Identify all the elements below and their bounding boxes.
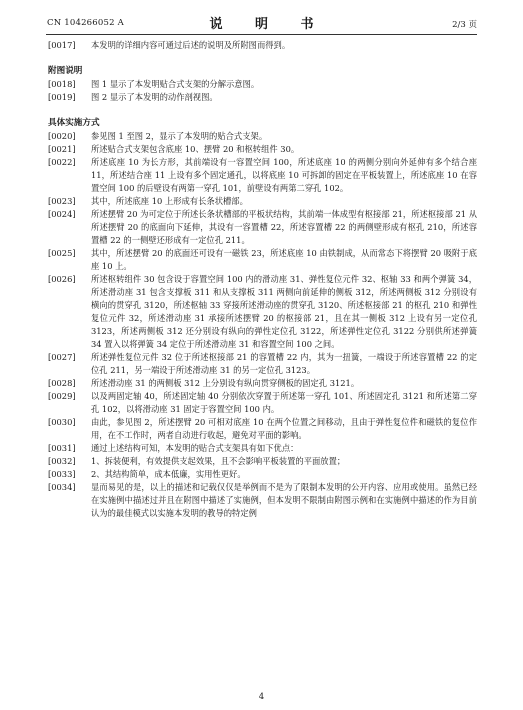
- document-body: [48, 39, 477, 520]
- paragraph: [48, 351, 477, 377]
- paragraph-number: [0029]: [48, 391, 76, 401]
- paragraph: [48, 273, 477, 351]
- paragraph: [48, 195, 477, 208]
- paragraph-text: 本发明的详细内容可通过后述的说明及所附图而得到。: [91, 40, 291, 50]
- paragraph-text: 所述滑动座 31 的两侧板 312 上分别设有纵向贯穿侧板的固定孔 3121。: [91, 378, 360, 388]
- page-indicator: 2/3 页: [452, 20, 477, 30]
- page-number: 4: [258, 692, 265, 702]
- section-heading-figures: 附图说明: [48, 66, 83, 76]
- paragraph-text: 其中，所述底座 10 上形成有长条状槽部。: [91, 196, 248, 206]
- paragraph: [48, 91, 477, 104]
- paragraph: [48, 416, 477, 442]
- paragraph-number: [0031]: [48, 443, 76, 453]
- figure-paragraphs: [48, 78, 477, 104]
- paragraph-text: 通过上述结构可知，本发明的贴合式支架具有如下优点：: [91, 443, 299, 453]
- section-gap: [48, 104, 477, 117]
- paragraph-number: [0027]: [48, 352, 76, 362]
- paragraph: [48, 78, 477, 91]
- paragraph-number: [0020]: [48, 131, 76, 141]
- paragraph-number: [0030]: [48, 417, 76, 427]
- paragraph-number: [0023]: [48, 196, 76, 206]
- paragraph: [48, 481, 477, 520]
- paragraph-text: 1、拆装便利，有效提供支起效果，且不会影响平板装置的平面放置；: [91, 456, 346, 466]
- paragraph-number: [0034]: [48, 482, 76, 492]
- paragraph-number: [0032]: [48, 456, 76, 466]
- paragraph: [48, 377, 477, 390]
- paragraph-text: 图 1 显示了本发明贴合式支架的分解示意图。: [91, 79, 260, 89]
- paragraph-number: [0019]: [48, 92, 76, 102]
- paragraph-number: [0028]: [48, 378, 76, 388]
- paragraph: [48, 247, 477, 273]
- section-gap: [48, 52, 477, 65]
- paragraph: [48, 130, 477, 143]
- paragraph: [48, 208, 477, 247]
- paragraph-text: 所述弹性复位元件 32 位于所述枢接部 21 的容置槽 22 内，其为一扭簧，一端设于所述容置槽 22 的定位孔 211，另一端设于所述滑动座 31 的另一定位孔 3123。: [91, 352, 477, 375]
- paragraph-number: [0018]: [48, 79, 76, 89]
- paragraph-text: 所述枢转组件 30 包含设于容置空间 100 内的滑动座 31、弹性复位元件 32、枢轴 33 和两个弹簧 34，所述滑动座 31 包含支撑板 311 和从支撑板 311 两侧向前延伸的侧板 312，所述两侧板 312 分别设有横向的贯穿孔 3120，所述枢轴 33 穿接所述滑动座的贯穿孔 3120、所述枢接部 21 的枢孔 210 和弹性复位元件 32，所述滑动座 31 承接所述摆臂 20 的枢接部 21，且在其一侧板 312 上设有另一定位孔 3123，所述两侧板 312 还分别设有纵向的弹性定位孔 3122，所述弹性定位孔 3122 分别供所述弹簧 34 置入以将弹簧 34 定位于所述滑动座 31 和容置空间 100 之间。: [91, 274, 477, 349]
- paragraph-text: 所述底座 10 为长方形，其前端设有一容置空间 100，所述底座 10 的两侧分别向外延伸有多个结合座 11，所述结合座 11 上设有多个固定通孔，以将底座 10 可拆卸的固定在平板装置上，所述底座 10 在容置空间 100 的后壁设有两第一穿孔 101，前壁设有两第二穿孔 102。: [91, 157, 477, 193]
- doc-number: CN 104266052 A: [47, 18, 124, 28]
- paragraph-number: [0024]: [48, 209, 76, 219]
- paragraph-text: 2、其结构简单，成本低廉，实用性更好。: [91, 469, 246, 479]
- paragraph-number: [0025]: [48, 248, 76, 258]
- paragraph: [48, 143, 477, 156]
- paragraph-number: [0026]: [48, 274, 76, 284]
- section-heading-embodiment: 具体实施方式: [48, 118, 100, 128]
- embodiment-paragraphs: [48, 130, 477, 520]
- paragraph-text: 所述贴合式支架包含底座 10、摆臂 20 和枢转组件 30。: [91, 144, 300, 154]
- paragraph-text: 由此，参见图 2，所述摆臂 20 可相对底座 10 在两个位置之间移动，且由于弹性复位件和磁铁的复位作用，在不工作时，两者自动进行收起，避免对平面的影响。: [91, 417, 477, 440]
- paragraph-text: 以及两固定轴 40，所述固定轴 40 分别依次穿置于所述第一穿孔 101、所述固定孔 3121 和所述第二穿孔 102，以将滑动座 31 固定于容置空间 100 内。: [91, 391, 477, 414]
- paragraph-number: [0033]: [48, 469, 76, 479]
- paragraph: [48, 390, 477, 416]
- paragraph-number: [0022]: [48, 157, 76, 167]
- intro-paragraphs: [48, 39, 477, 52]
- paragraph: [48, 455, 477, 468]
- paragraph-text: 显而易见的是，以上的描述和记载仅仅是举例而不是为了限制本发明的公开内容、应用或使用。虽然已经在实施例中描述过并且在附图中描述了实施例，但本发明不限制由附图示例和在实施例中描述的作为目前认为的最佳模式以实施本发明的教导的特定例: [91, 482, 477, 518]
- paragraph: [48, 442, 477, 455]
- paragraph: [48, 156, 477, 195]
- paragraph-text: 参见图 1 至图 2，显示了本发明的贴合式支架。: [91, 131, 268, 141]
- paragraph: [48, 468, 477, 481]
- paragraph-text: 所述摆臂 20 为可定位于所述长条状槽部的平板状结构，其前端一体成型有枢接部 21，所述枢接部 21 从所述摆臂 20 的底面向下延伸，其设有一容置槽 22，所述容置槽 22 的两侧壁形成有枢孔 210，所述容置槽 22 的一侧壁还形成有一定位孔 211。: [91, 209, 477, 245]
- paragraph: [48, 39, 477, 52]
- paragraph-text: 图 2 显示了本发明的动作剖视图。: [91, 92, 218, 102]
- paragraph-number: [0021]: [48, 144, 76, 154]
- paragraph-number: [0017]: [48, 40, 76, 50]
- header-rule: [46, 34, 477, 35]
- doc-title: 说 明 书: [209, 17, 328, 32]
- paragraph-text: 其中，所述摆臂 20 的底面还可设有一磁铁 23，所述底座 10 由铁制成，从而常态下将摆臂 20 吸附于底座 10 上。: [91, 248, 477, 271]
